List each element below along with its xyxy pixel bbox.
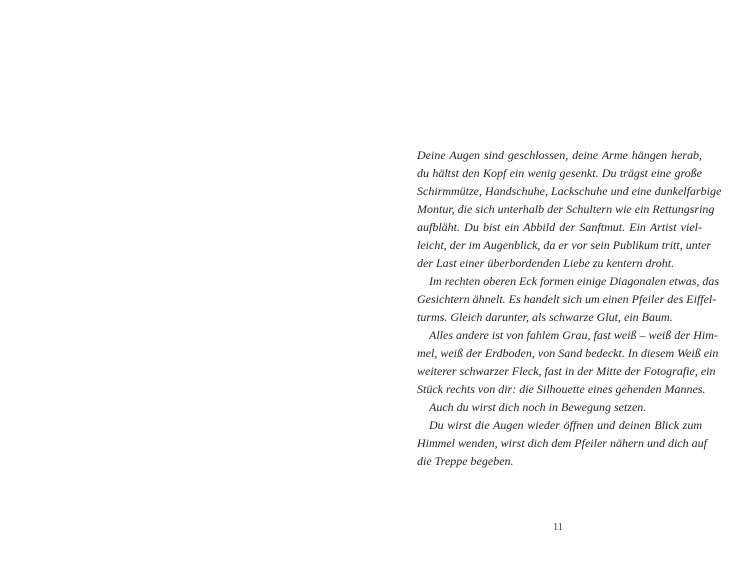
text-line: Himmel wenden, wirst dich dem Pfeiler nähern und dich auf [417, 436, 707, 450]
text-line: Schirmmütze, Handschuhe, Lackschuhe und eine dunkelfarbige [417, 184, 722, 198]
text-line: Montur, die sich unterhalb der Schultern wie ein Rettungsring [417, 202, 715, 216]
body-text [417, 146, 722, 470]
text-line: du hältst den Kopf ein wenig gesenkt. Du trägst eine große [417, 166, 702, 180]
text-line: turms. Gleich darunter, als schwarze Glut, ein Baum. [417, 310, 673, 324]
text-line: Deine Augen sind geschlossen, deine Arme hängen herab, [417, 148, 702, 162]
text-line: mel, weiß der Erdboden, von Sand bedeckt. In diesem Weiß ein [417, 346, 719, 360]
text-line: Gesichtern ähnelt. Es handelt sich um einen Pfeiler des Eiffel- [417, 292, 717, 306]
text-line: aufbläht. Du bist ein Abbild der Sanftmut. Ein Artist viel- [417, 220, 702, 234]
text-line: Auch du wirst dich noch in Bewegung setzen. [429, 400, 647, 414]
text-line: Stück rechts von dir: die Silhouette eines gehenden Mannes. [417, 382, 706, 396]
text-line: Du wirst die Augen wieder öffnen und deinen Blick zum [429, 418, 702, 432]
text-line: leicht, der im Augenblick, da er vor sein Publikum tritt, unter [417, 238, 712, 252]
text-line: der Last einer überbordenden Liebe zu kentern droht. [417, 256, 675, 270]
text-line: die Treppe begeben. [417, 454, 514, 468]
text-line: weiterer schwarzer Fleck, fast in der Mitte der Fotografie, ein [417, 364, 716, 378]
text-line: Alles andere ist von fahlem Grau, fast weiß – weiß der Him- [429, 328, 718, 342]
text-line: Im rechten oberen Eck formen einige Diagonalen etwas, das [429, 274, 720, 288]
page-number: 11 [553, 522, 563, 533]
